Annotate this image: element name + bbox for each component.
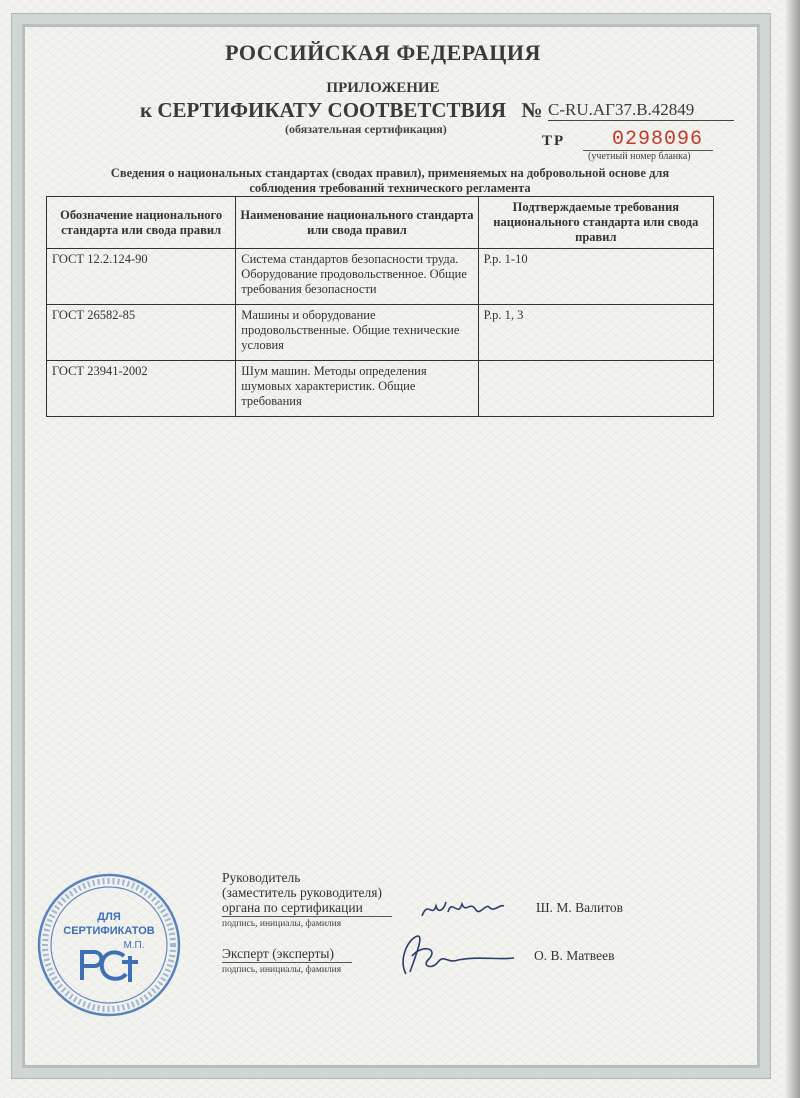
certification-stamp-icon [34, 870, 184, 1020]
expert-name: О. В. Матвеев [534, 948, 615, 963]
certificate-title [140, 98, 542, 123]
head-caption: подпись, инициалы, фамилия [222, 919, 342, 929]
expert-signature-block [222, 946, 352, 978]
column-header-requirements: Подтверждаемые требования национального стандарта или свода правил [478, 197, 713, 249]
blank-series: ТР [542, 133, 566, 149]
cell-requirements [478, 361, 713, 417]
head-label-2: (заместитель руководителя) [222, 885, 382, 900]
head-label-3: органа по сертификации [222, 900, 363, 915]
expert-caption: подпись, инициалы, фамилия [222, 965, 342, 975]
blank-number: 0298096 [612, 128, 704, 151]
rst-logo-icon [82, 952, 138, 982]
cell-requirements: Р.р. 1, 3 [478, 305, 713, 361]
table-header-row [47, 197, 714, 249]
cell-name: Шум машин. Методы определения шумовых характеристик. Общие требования [236, 361, 478, 417]
cell-name: Система стандартов безопасности труда. Оборудование продовольственное. Общие требования безопасности [236, 249, 478, 305]
table-row [47, 361, 714, 417]
certificate-number: С-RU.АГ37.В.42849 [548, 100, 734, 121]
head-name: Ш. М. Валитов [536, 900, 624, 915]
stamp-line-3: М.П. [123, 940, 145, 951]
stamp-line-1: ДЛЯ [97, 911, 121, 923]
column-header-designation: Обозначение национального стандарта или свода правил [47, 197, 236, 249]
stamp-line-2: СЕРТИФИКАТОВ [63, 925, 155, 937]
head-label-1: Руководитель [222, 870, 301, 885]
cell-designation: ГОСТ 26582-85 [47, 305, 236, 361]
blank-note: (учетный номер бланка) [588, 151, 691, 162]
column-header-name: Наименование национального стандарта или свода правил [236, 197, 478, 249]
certification-type: (обязательная сертификация) [285, 122, 447, 136]
intro-text: Сведения о национальных стандартах (сводах правил), применяемых на добровольной основе для соблюдения требований технического регламента [110, 166, 670, 195]
cell-designation: ГОСТ 23941-2002 [47, 361, 236, 417]
head-signature-block [222, 870, 392, 932]
certificate-title-text: к СЕРТИФИКАТУ СООТВЕТСТВИЯ [140, 98, 507, 122]
appendix-heading: ПРИЛОЖЕНИЕ [326, 80, 440, 96]
expert-signature-icon [388, 930, 518, 980]
cell-name: Машины и оборудование продовольственные. Общие технические условия [236, 305, 478, 361]
country-heading: РОССИЙСКАЯ ФЕДЕРАЦИЯ [225, 40, 541, 65]
head-signature-icon [418, 888, 508, 928]
cell-designation: ГОСТ 12.2.124-90 [47, 249, 236, 305]
table-row [47, 249, 714, 305]
table-row [47, 305, 714, 361]
cell-requirements: Р.р. 1-10 [478, 249, 713, 305]
number-sign: № [521, 98, 543, 122]
standards-table [46, 196, 714, 417]
scan-edge [786, 0, 800, 1098]
expert-label: Эксперт (эксперты) [222, 946, 334, 961]
